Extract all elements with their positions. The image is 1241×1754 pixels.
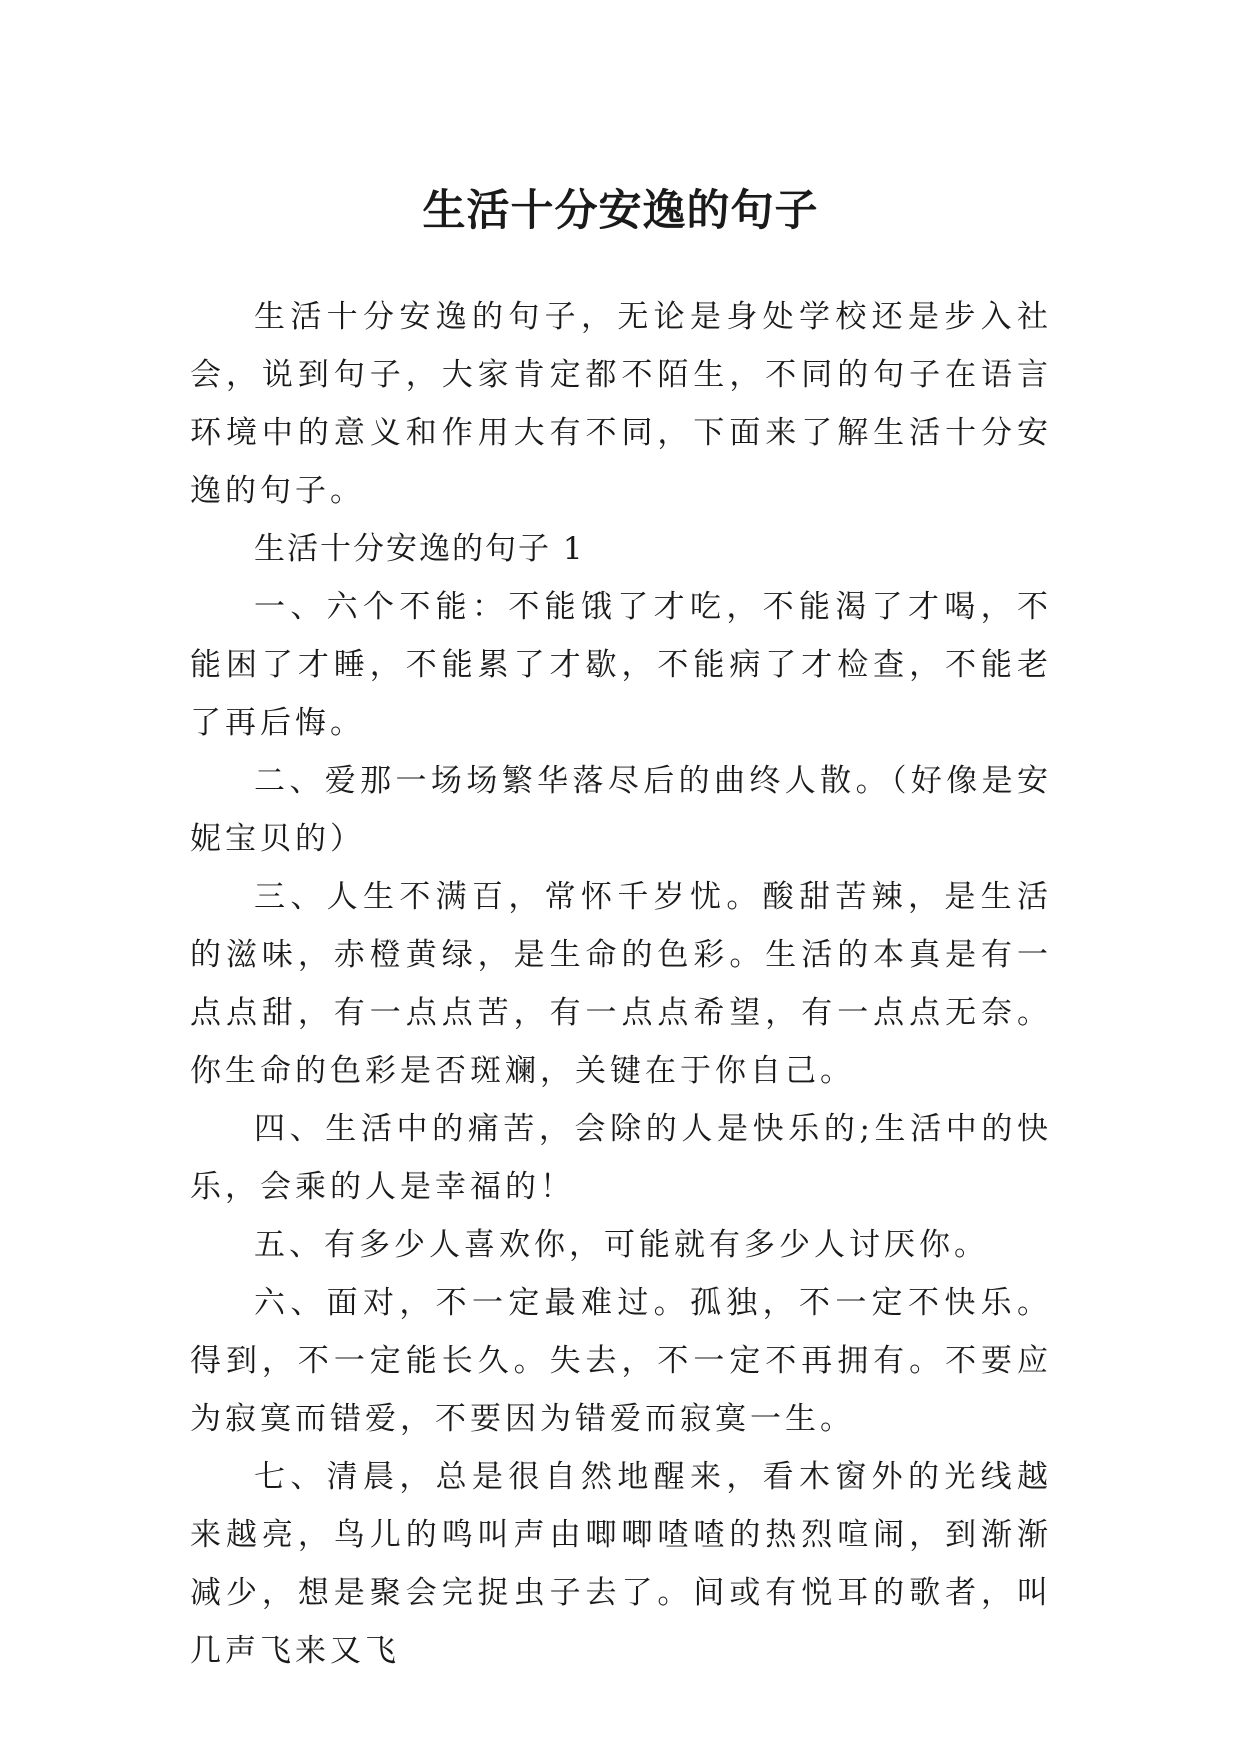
- list-item: 六、面对，不一定最难过。孤独，不一定不快乐。得到，不一定能长久。失去，不一定不再拥有。不要应为寂寞而错爱，不要因为错爱而寂寞一生。: [190, 1285, 1052, 1437]
- intro-paragraph: 生活十分安逸的句子，无论是身处学校还是步入社会，说到句子，大家肯定都不陌生，不同的句子在语言环境中的意义和作用大有不同，下面来了解生活十分安逸的句子。: [190, 299, 1052, 509]
- list-item: 七、清晨，总是很自然地醒来，看木窗外的光线越来越亮，鸟儿的鸣叫声由唧唧喳喳的热烈喧闹，到渐渐减少，想是聚会完捉虫子去了。间或有悦耳的歌者，叫几声飞来又飞: [190, 1459, 1052, 1669]
- list-item: 五、有多少人喜欢你，可能就有多少人讨厌你。: [254, 1227, 989, 1263]
- list-item: 二、爱那一场场繁华落尽后的曲终人散。（好像是安妮宝贝的）: [190, 763, 1052, 857]
- list-item: 一、六个不能：不能饿了才吃，不能渴了才喝，不能困了才睡，不能累了才歇，不能病了才检查，不能老了再后悔。: [190, 589, 1052, 741]
- list-item: 三、人生不满百，常怀千岁忧。酸甜苦辣，是生活的滋味，赤橙黄绿，是生命的色彩。生活的本真是有一点点甜，有一点点苦，有一点点希望，有一点点无奈。你生命的色彩是否斑斓，关键在于你自己。: [190, 879, 1052, 1089]
- section-heading: 生活十分安逸的句子 1: [254, 531, 585, 567]
- list-item: 四、生活中的痛苦，会除的人是快乐的;生活中的快乐，会乘的人是幸福的！: [190, 1111, 1052, 1205]
- sentence-list: [190, 578, 1052, 1680]
- document-title: 生活十分安逸的句子: [422, 185, 819, 236]
